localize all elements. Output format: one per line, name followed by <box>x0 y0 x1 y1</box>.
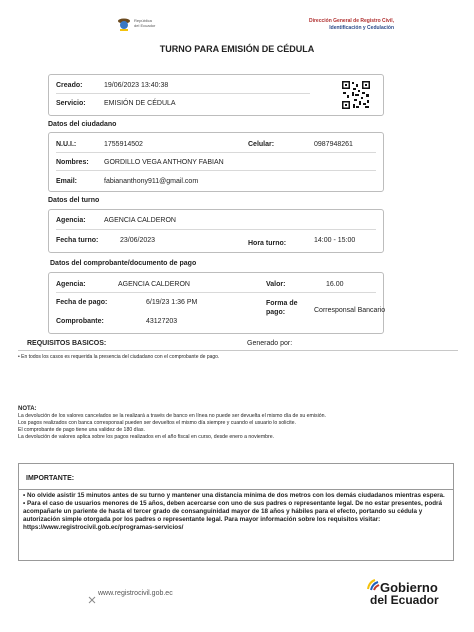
summary-box <box>48 74 384 116</box>
summary-divider <box>56 93 310 94</box>
website-icon <box>88 591 96 599</box>
crest-line-2: del Ecuador <box>134 23 156 28</box>
service-label: Servicio: <box>56 100 86 107</box>
turn-date-value: 23/06/2023 <box>120 237 156 244</box>
important-body <box>18 489 454 561</box>
turn-agency-label: Agencia: <box>56 217 86 224</box>
logo-line-1: Gobierno <box>380 580 438 595</box>
agency-header <box>309 18 394 32</box>
nui-value: 1755914502 <box>104 141 143 148</box>
turn-time-label: Hora turno: <box>248 240 287 247</box>
requirements-divider <box>18 350 458 351</box>
turn-agency-value: AGENCIA CALDERON <box>104 217 176 224</box>
ecuador-crest-icon <box>116 16 132 32</box>
important-title: IMPORTANTE: <box>26 475 75 482</box>
pay-agency-label: Agencia: <box>56 281 86 288</box>
crest-caption <box>134 18 155 28</box>
gobierno-logo-text <box>370 582 439 606</box>
note-line: La devolución de los valores cancelados se la realizará a través de banco en línea no puede ser devuelta el mismo día de su emisión. <box>18 413 326 419</box>
pay-date-label: Fecha de pago: <box>56 299 108 306</box>
note-line: La devolución de valores aplica sobre los pagos realizados en el año fiscal en curso, desde enero a noviembre. <box>18 434 275 440</box>
payment-divider <box>56 292 376 293</box>
logo-line-2: del Ecuador <box>370 593 439 607</box>
important-line-1: • No olvide asistir 15 minutos antes de su turno y mantener una distancia mínima de dos metros con los demás ciudadanos mientras espera. <box>23 492 445 499</box>
important-box <box>18 463 454 489</box>
generated-by-label: Generado por: <box>247 340 293 347</box>
page-title: TURNO PARA EMISIÓN DE CÉDULA <box>159 44 315 54</box>
crest-line-1: República <box>134 18 152 23</box>
note-lines <box>18 413 458 441</box>
email-value: fabiananthony911@gmail.com <box>104 178 199 185</box>
qr-code-icon <box>341 80 371 110</box>
pay-date-value: 6/19/23 1:36 PM <box>146 299 198 306</box>
names-label: Nombres: <box>56 159 89 166</box>
pay-amount-label: Valor: <box>266 281 286 288</box>
pay-receipt-value: 43127203 <box>146 318 178 325</box>
service-value: EMISIÓN DE CÉDULA <box>104 100 176 107</box>
citizen-divider-1 <box>56 152 376 153</box>
turn-divider <box>56 229 376 230</box>
pay-method-label-2: pago: <box>266 309 286 316</box>
names-value: GORDILLO VEGA ANTHONY FABIAN <box>104 159 224 166</box>
payment-section-title: Datos del comprobante/documento de pago <box>50 260 197 267</box>
pay-agency-value: AGENCIA CALDERON <box>118 281 190 288</box>
citizen-divider-2 <box>56 170 376 171</box>
pay-amount-value: 16.00 <box>326 281 344 288</box>
pay-method-label-1: Forma de <box>266 300 298 307</box>
pay-receipt-label: Comprobante: <box>56 318 104 325</box>
agency-line-1: Dirección General de Registro Civil, <box>308 18 394 24</box>
created-value: 19/06/2023 13:40:38 <box>104 82 169 89</box>
footer-website: www.registrocivil.gob.ec <box>98 590 173 597</box>
note-line: Los pagos realizados con banca corresponsal pueden ser devueltos el mismo día siempre y cuando el usuario lo solicite. <box>18 420 296 426</box>
citizen-section-title: Datos del ciudadano <box>48 121 117 128</box>
turn-box <box>48 209 384 253</box>
requirement-item: • En todos los casos es requerida la presencia del ciudadano con el comprobante de pago. <box>18 354 220 360</box>
phone-value: 0987948261 <box>314 141 353 148</box>
requirements-title: REQUISITOS BASICOS: <box>27 340 107 347</box>
pay-method-value: Corresponsal Bancario <box>314 307 386 314</box>
agency-line-2: Identificación y Cedulación <box>329 25 394 31</box>
note-line: El comprobante de pago tiene una validez de 180 días. <box>18 427 145 433</box>
turn-time-value: 14:00 - 15:00 <box>314 237 356 244</box>
nui-label: N.U.I.: <box>56 141 77 148</box>
email-label: Email: <box>56 178 78 185</box>
turn-section-title: Datos del turno <box>48 197 100 204</box>
pay-method-label <box>266 299 298 317</box>
note-title: NOTA: <box>18 406 37 412</box>
phone-label: Celular: <box>248 141 275 148</box>
important-line-2: • Para el caso de usuarios menores de 15 años, deben acercarse con uno de sus padres o representante legal. De no estar presentes, podrá acompañarle un pariente de hasta el tercer grado de consanguinidad mayor de 18 años y hábiles para el efecto, portando su cédula y autorización simple otorgada por los padres o representante legal. Para mayor información sobre los requisitos visitar: https://www.registrocivil.gob.ec/programas-servicios/ <box>23 500 443 531</box>
created-label: Creado: <box>56 82 83 89</box>
turn-date-label: Fecha turno: <box>56 237 99 244</box>
